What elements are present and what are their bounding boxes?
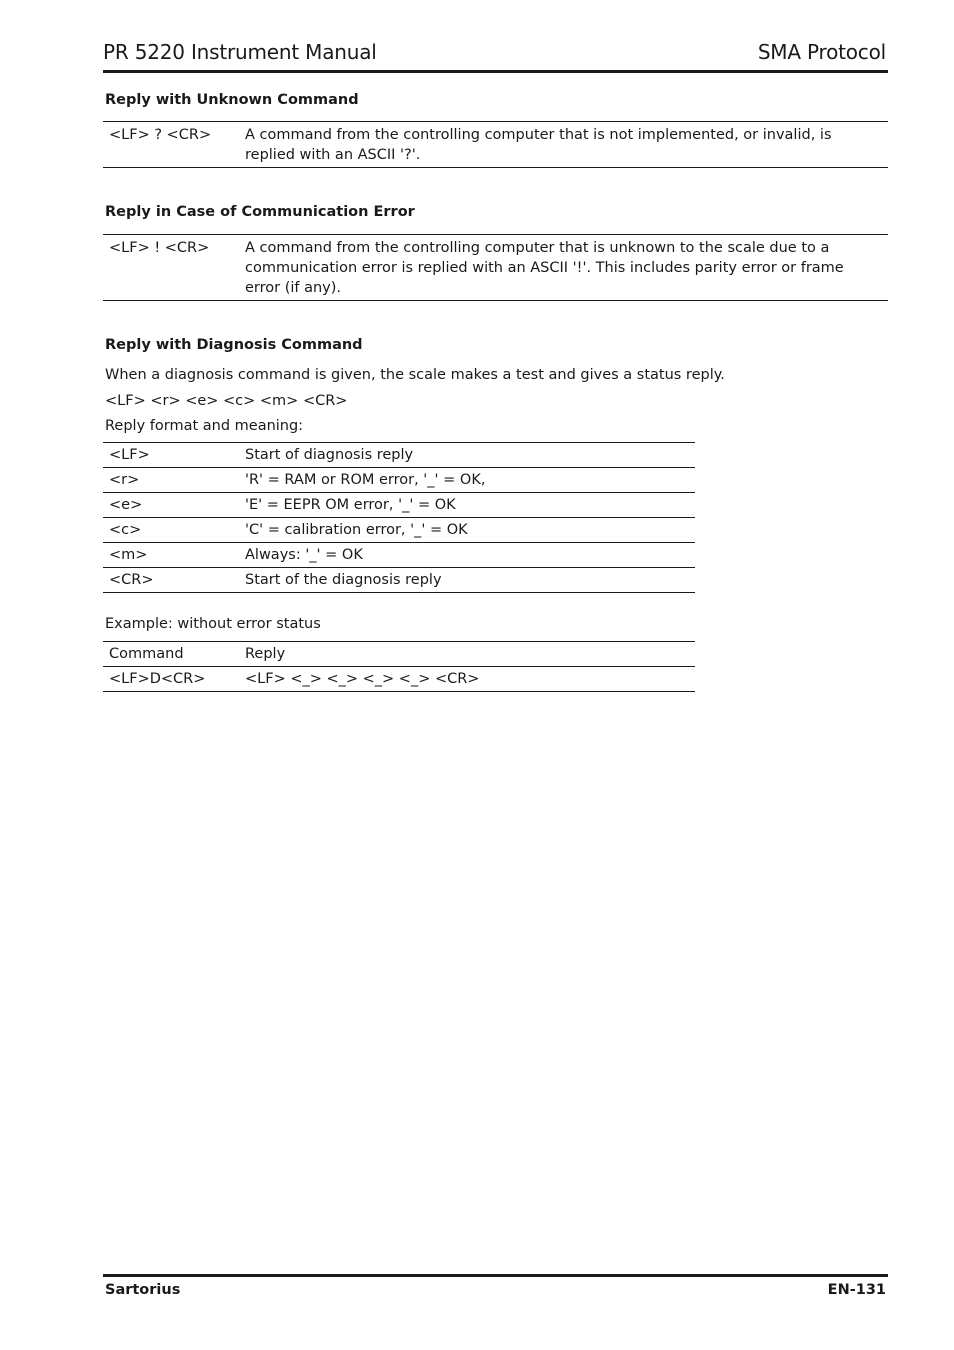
table-row bbox=[103, 568, 695, 593]
manual-page bbox=[103, 0, 888, 1350]
diag-value: Start of diagnosis reply bbox=[245, 447, 414, 463]
diag-value: Always: '_' = OK bbox=[245, 547, 363, 563]
diagnosis-intro: When a diagnosis command is given, the scale makes a test and gives a status reply. bbox=[105, 367, 725, 383]
diag-key: <e> bbox=[109, 497, 143, 513]
diagnosis-format: <LF> <r> <e> <c> <m> <CR> bbox=[105, 393, 348, 409]
table-row bbox=[103, 543, 695, 568]
unknown-command-key: <LF> ? <CR> bbox=[109, 127, 212, 143]
example-key: <LF>D<CR> bbox=[109, 671, 206, 687]
page-number: EN-131 bbox=[827, 1282, 886, 1298]
diag-key: <r> bbox=[109, 472, 140, 488]
comm-error-heading: Reply in Case of Communication Error bbox=[105, 204, 415, 220]
diagnosis-table bbox=[103, 442, 695, 593]
diagnosis-heading: Reply with Diagnosis Command bbox=[105, 337, 363, 353]
diag-value: Start of the diagnosis reply bbox=[245, 572, 442, 588]
section-title-header: SMA Protocol bbox=[757, 40, 886, 64]
table-row bbox=[103, 443, 695, 468]
diagnosis-format-label: Reply format and meaning: bbox=[105, 418, 304, 434]
example-key: Command bbox=[109, 646, 184, 662]
unknown-command-heading: Reply with Unknown Command bbox=[105, 92, 359, 108]
diag-value: 'C' = calibration error, '_' = OK bbox=[245, 522, 468, 538]
comm-error-desc: A command from the controlling computer that is unknown to the scale due to a communication error is replied with an ASCII '!'. This includes parity error or frame error (if any). bbox=[245, 240, 844, 296]
diag-key: <c> bbox=[109, 522, 142, 538]
diag-key: <m> bbox=[109, 547, 148, 563]
diag-key: <CR> bbox=[109, 572, 154, 588]
table-row bbox=[103, 518, 695, 543]
table-row bbox=[103, 493, 695, 518]
diag-value: 'E' = EEPR OM error, '_' = OK bbox=[245, 497, 456, 513]
manual-title: PR 5220 Instrument Manual bbox=[103, 40, 377, 64]
page-header bbox=[103, 40, 888, 73]
table-row bbox=[103, 468, 695, 493]
example-value: <LF> <_> <_> <_> <_> <CR> bbox=[245, 671, 480, 687]
table-row bbox=[103, 667, 695, 692]
unknown-command-table bbox=[103, 121, 888, 168]
example-label: Example: without error status bbox=[105, 616, 321, 632]
diag-value: 'R' = RAM or ROM error, '_' = OK, bbox=[245, 472, 486, 488]
comm-error-table bbox=[103, 234, 888, 301]
page-footer bbox=[103, 1274, 888, 1307]
comm-error-key: <LF> ! <CR> bbox=[109, 240, 210, 256]
footer-brand: Sartorius bbox=[105, 1282, 181, 1298]
diag-key: <LF> bbox=[109, 447, 150, 463]
unknown-command-desc: A command from the controlling computer that is not implemented, or invalid, is replied with an ASCII '?'. bbox=[245, 127, 832, 163]
example-value: Reply bbox=[245, 646, 286, 662]
example-table bbox=[103, 641, 695, 692]
table-row bbox=[103, 122, 888, 168]
table-row bbox=[103, 642, 695, 667]
table-row bbox=[103, 235, 888, 301]
